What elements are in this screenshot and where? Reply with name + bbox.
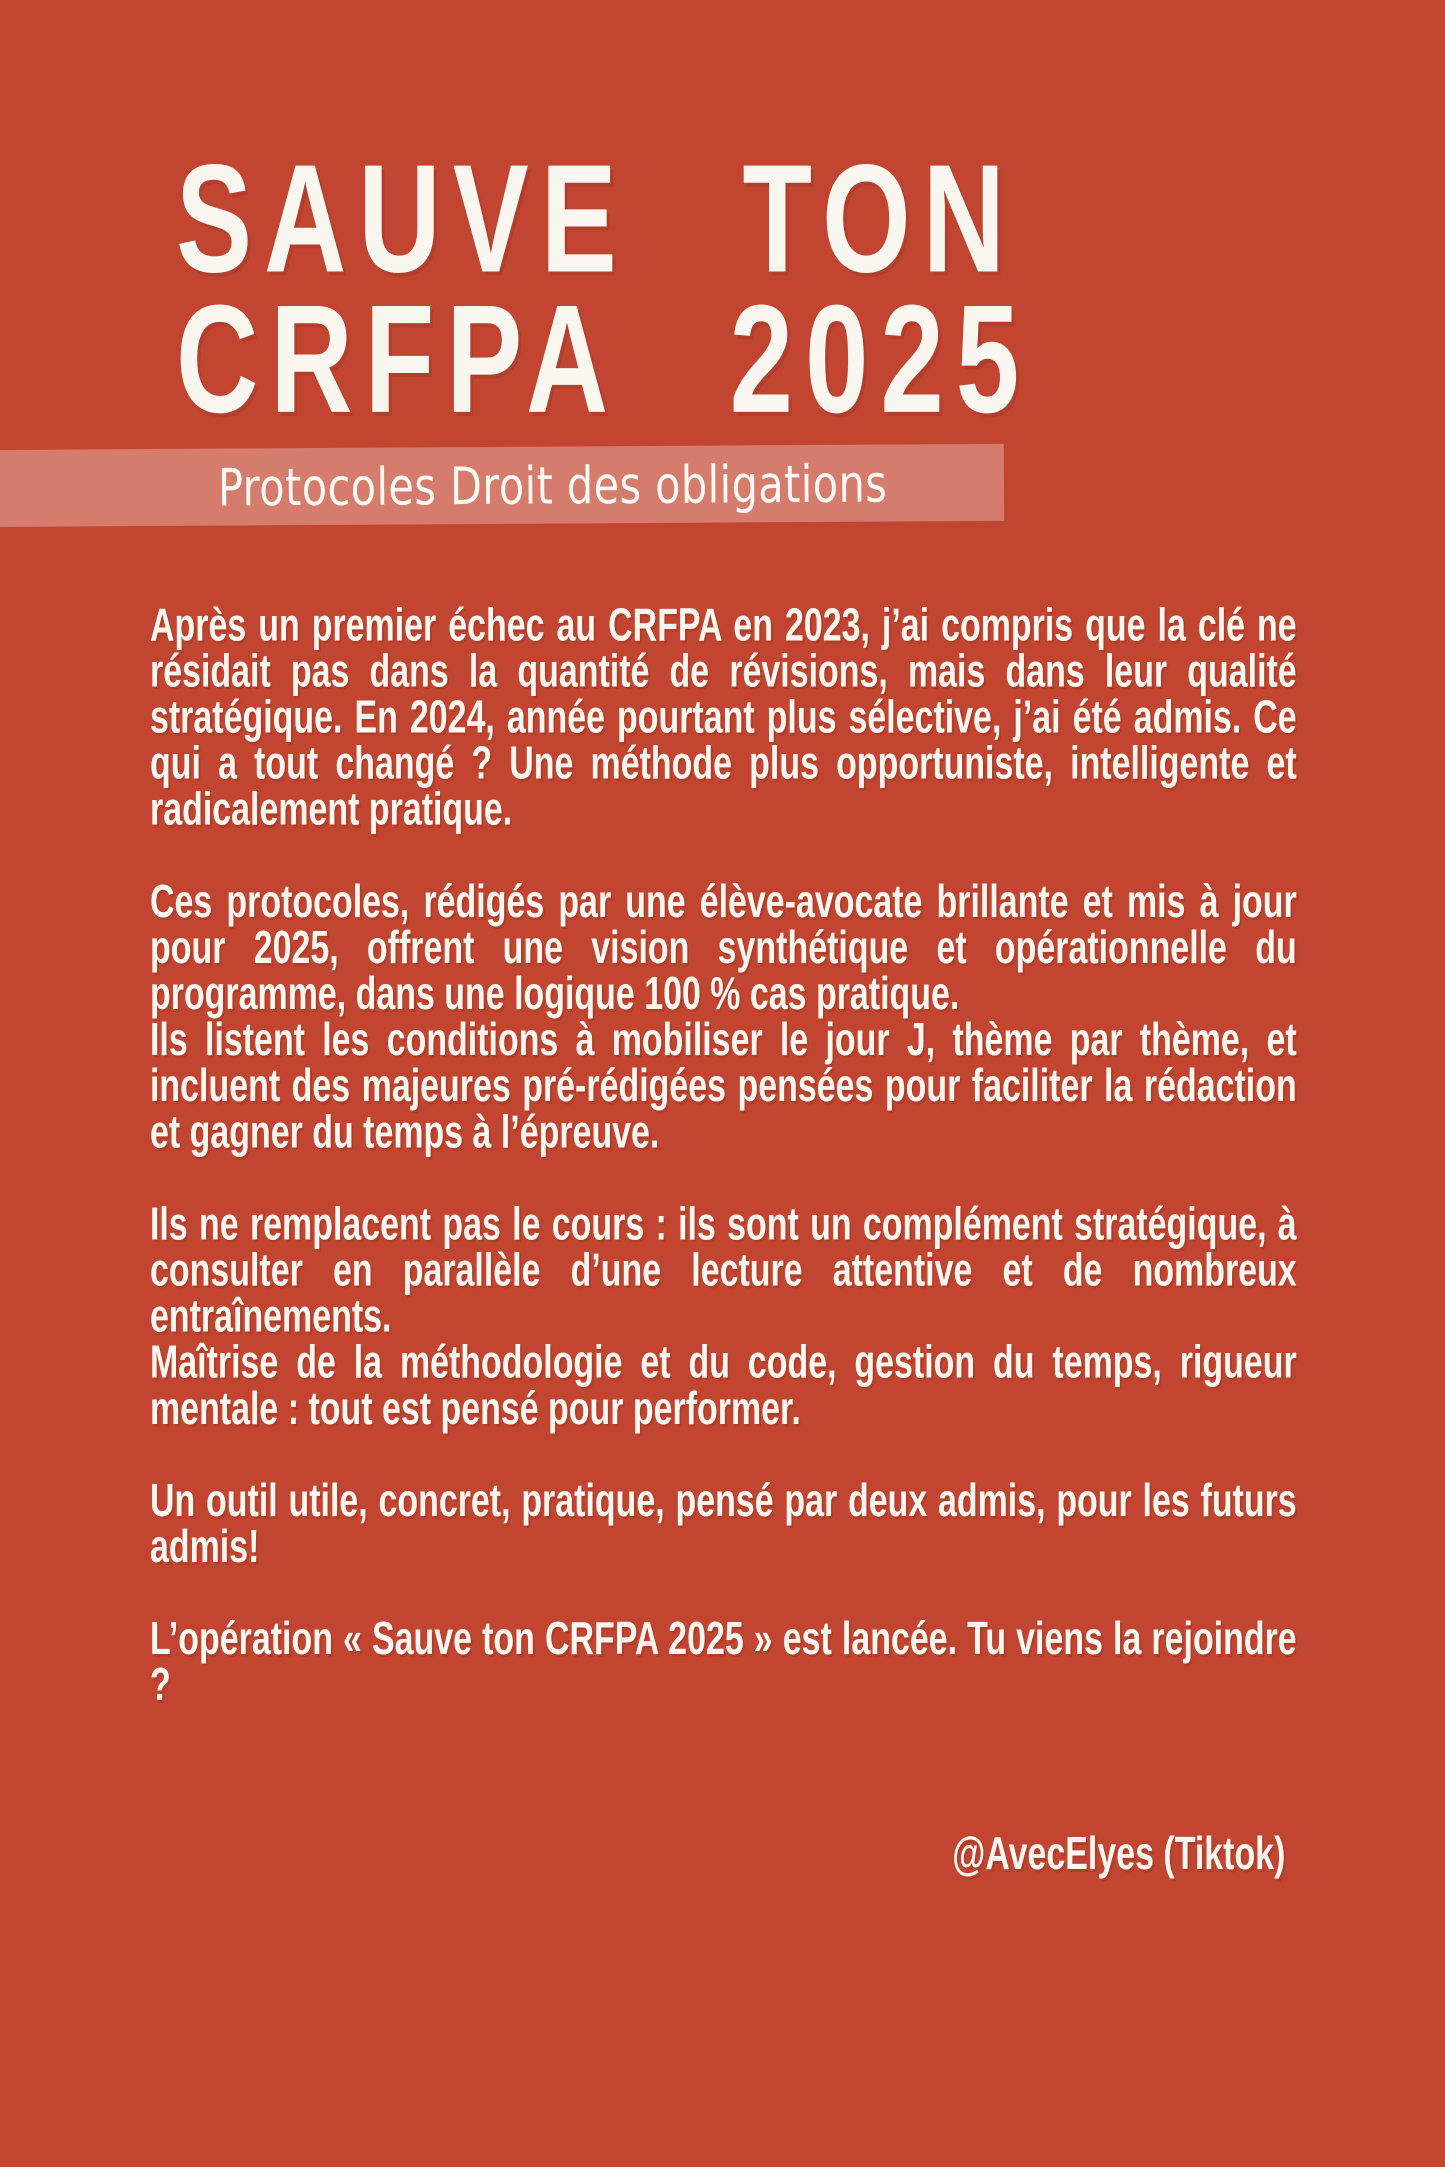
poster-title bbox=[176, 133, 1032, 446]
body-paragraph bbox=[150, 1197, 1297, 1434]
paragraph-segment: Maîtrise de la méthodologie et du code, gestion du temps, rigueur mentale : tout est pensé pour performer. bbox=[150, 1335, 1297, 1434]
paragraph-segment: Ces protocoles, rédigés par une élève-avocate brillante et mis à jour pour 2025, offrent une vision synthétique et opérationnelle du programme, dans une logique 100 % cas pratique. bbox=[150, 874, 1297, 1020]
paragraph-segment: L’opération « Sauve ton CRFPA 2025 » est lancée. Tu viens la rejoindre ? bbox=[150, 1611, 1297, 1711]
poster-title-line1: SAUVE TON bbox=[176, 133, 1018, 306]
tiktok-handle: @AvecElyes (Tiktok) bbox=[952, 1826, 1286, 1880]
paragraph-segment: Ils listent les conditions à mobiliser le jour J, thème par thème, et incluent des majeures pré-rédigées pensées pour faciliter la rédaction et gagner du temps à l’épreuve. bbox=[150, 1012, 1297, 1158]
poster-title-line2: CRFPA 2025 bbox=[176, 274, 1032, 446]
body-text bbox=[150, 598, 1297, 1880]
subtitle-label: Protocoles Droit des obligations bbox=[217, 452, 888, 518]
paragraph-segment: Un outil utile, concret, pratique, pensé par deux admis, pour les futurs admis! bbox=[150, 1473, 1297, 1573]
body-paragraph bbox=[150, 1473, 1297, 1573]
body-paragraph bbox=[150, 874, 1297, 1158]
body-paragraph bbox=[150, 1611, 1297, 1711]
paragraph-segment: Après un premier échec au CRFPA en 2023, j’ai compris que la clé ne résidait pas dans la quantité de révisions, mais dans leur qualité stratégique. En 2024, année pourtant plus sélective, j’ai été admis. Ce qui a tout changé ? Une méthode plus opportuniste, intelligente et radicalement pratique. bbox=[150, 598, 1297, 835]
paragraph-segment: Ils ne remplacent pas le cours : ils sont un complément stratégique, à consulter en parallèle d’une lecture attentive et de nombreux entraînements. bbox=[150, 1197, 1297, 1342]
subtitle-banner bbox=[0, 444, 1004, 527]
body-paragraph bbox=[150, 598, 1297, 835]
